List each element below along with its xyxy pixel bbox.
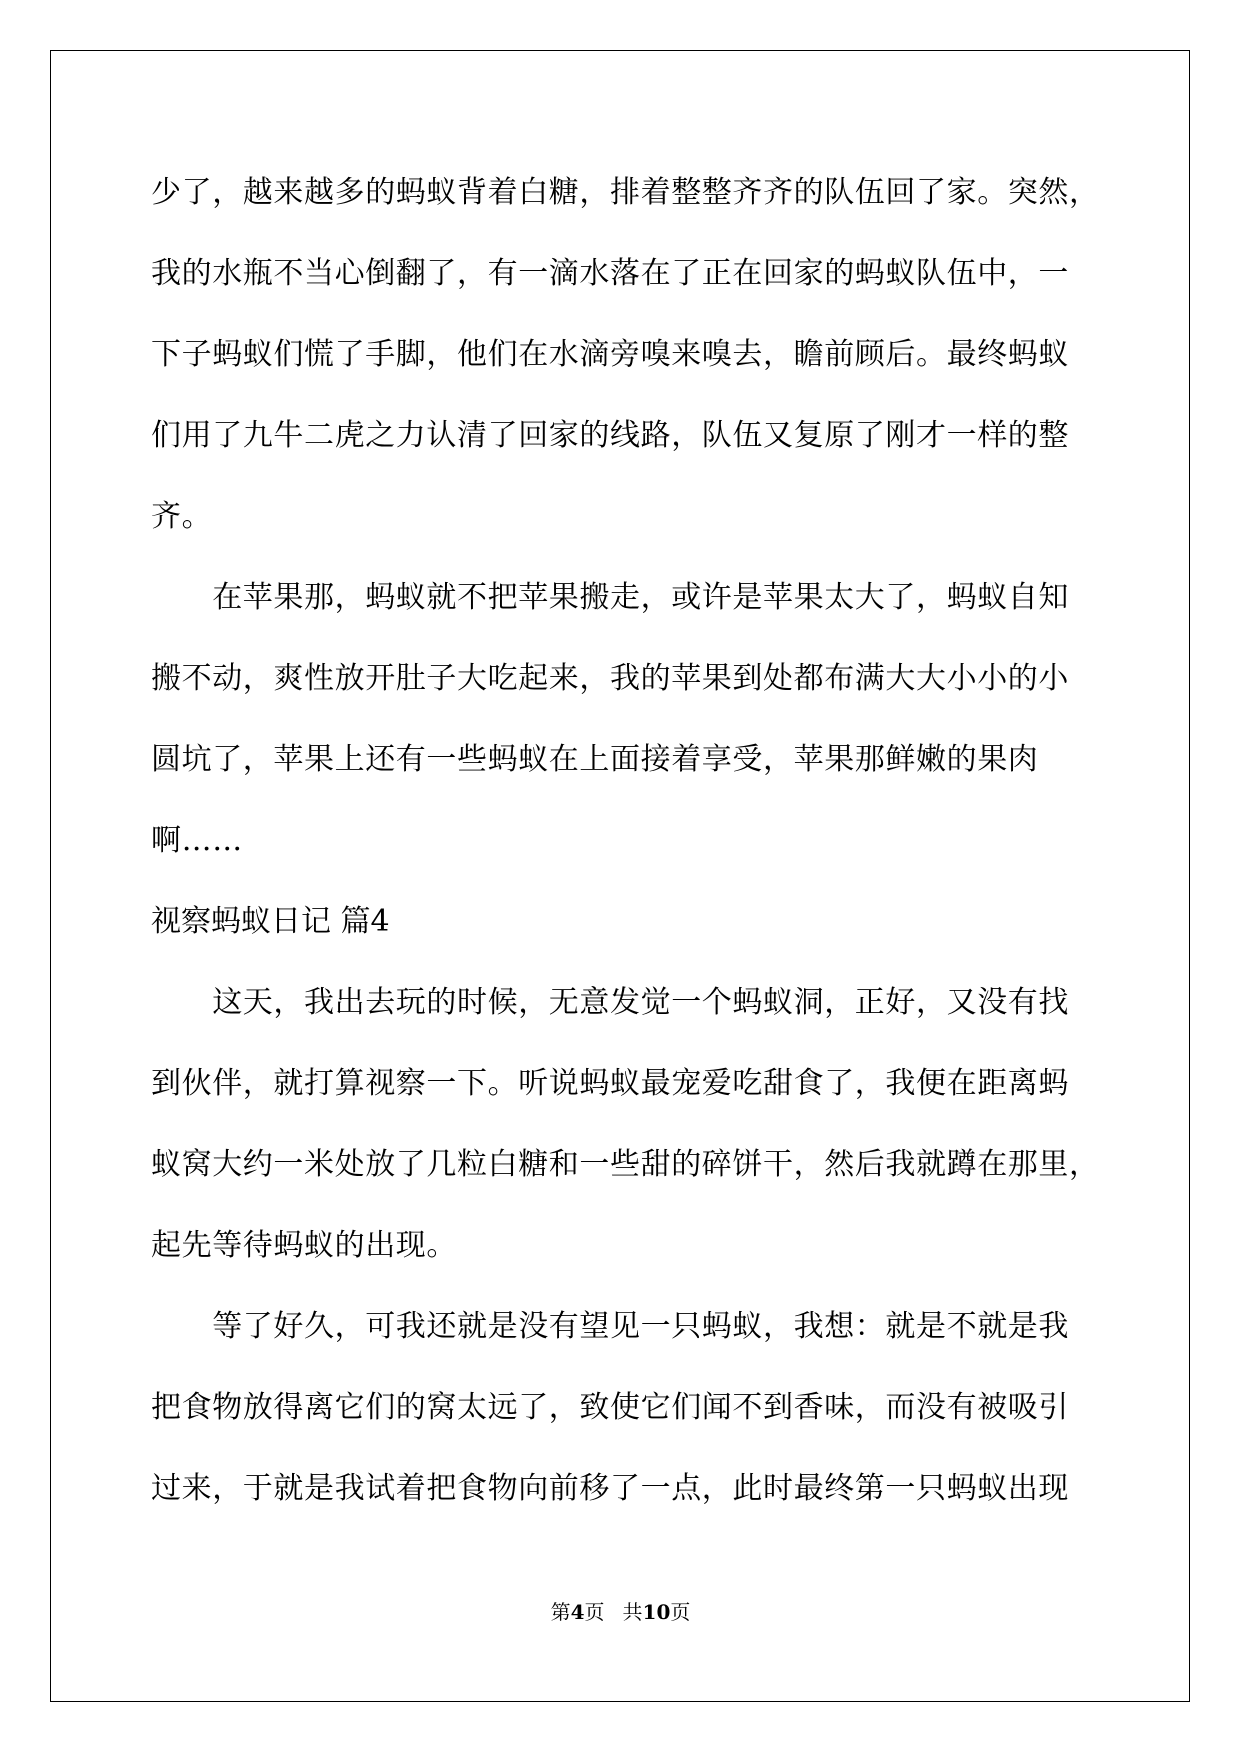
text-line: 少了，越来越多的蚂蚁背着白糖，排着整整齐齐的队伍回了家。突然， [151, 175, 1100, 210]
text-line: 下子蚂蚁们慌了手脚，他们在水滴旁嗅来嗅去，瞻前顾后。最终蚂蚁 [151, 337, 1069, 372]
page-label-prefix: 第 [550, 1600, 571, 1624]
text-line: 这天，我出去玩的时候，无意发觉一个蚂蚁洞，正好，又没有找 [151, 985, 1069, 1020]
text-line: 齐。 [151, 499, 213, 534]
text-line: 起先等待蚂蚁的出现。 [151, 1228, 457, 1263]
page-label-suffix: 页 [584, 1600, 605, 1624]
section-heading: 视察蚂蚁日记 篇4 [151, 904, 390, 939]
document-body [151, 160, 1100, 1537]
total-page-number: 10 [642, 1600, 671, 1624]
text-line: 们用了九牛二虎之力认清了回家的线路，队伍又复原了刚才一样的整 [151, 418, 1069, 453]
text-line: 在苹果那，蚂蚁就不把苹果搬走，或许是苹果太大了，蚂蚁自知 [151, 580, 1069, 615]
text-line: 等了好久，可我还就是没有望见一只蚂蚁，我想：就是不就是我 [151, 1309, 1069, 1344]
total-label-suffix: 页 [670, 1600, 691, 1624]
text-line: 到伙伴，就打算视察一下。听说蚂蚁最宠爱吃甜食了，我便在距离蚂 [151, 1066, 1069, 1101]
total-label-prefix: 共 [622, 1600, 643, 1624]
text-line: 蚁窝大约一米处放了几粒白糖和一些甜的碎饼干，然后我就蹲在那里， [151, 1147, 1100, 1182]
text-line: 搬不动，爽性放开肚子大吃起来，我的苹果到处都布满大大小小的小 [151, 661, 1069, 696]
current-page-number: 4 [570, 1600, 585, 1624]
text-line: 我的水瓶不当心倒翻了，有一滴水落在了正在回家的蚂蚁队伍中，一 [151, 256, 1069, 291]
text-line: 把食物放得离它们的窝太远了，致使它们闻不到香味，而没有被吸引 [151, 1390, 1069, 1425]
text-line: 过来，于就是我试着把食物向前移了一点，此时最终第一只蚂蚁出现 [151, 1471, 1069, 1506]
page-footer [0, 1599, 1241, 1625]
text-line: 圆坑了，苹果上还有一些蚂蚁在上面接着享受，苹果那鲜嫩的果肉 [151, 742, 1039, 777]
text-line: 啊…… [151, 823, 243, 858]
